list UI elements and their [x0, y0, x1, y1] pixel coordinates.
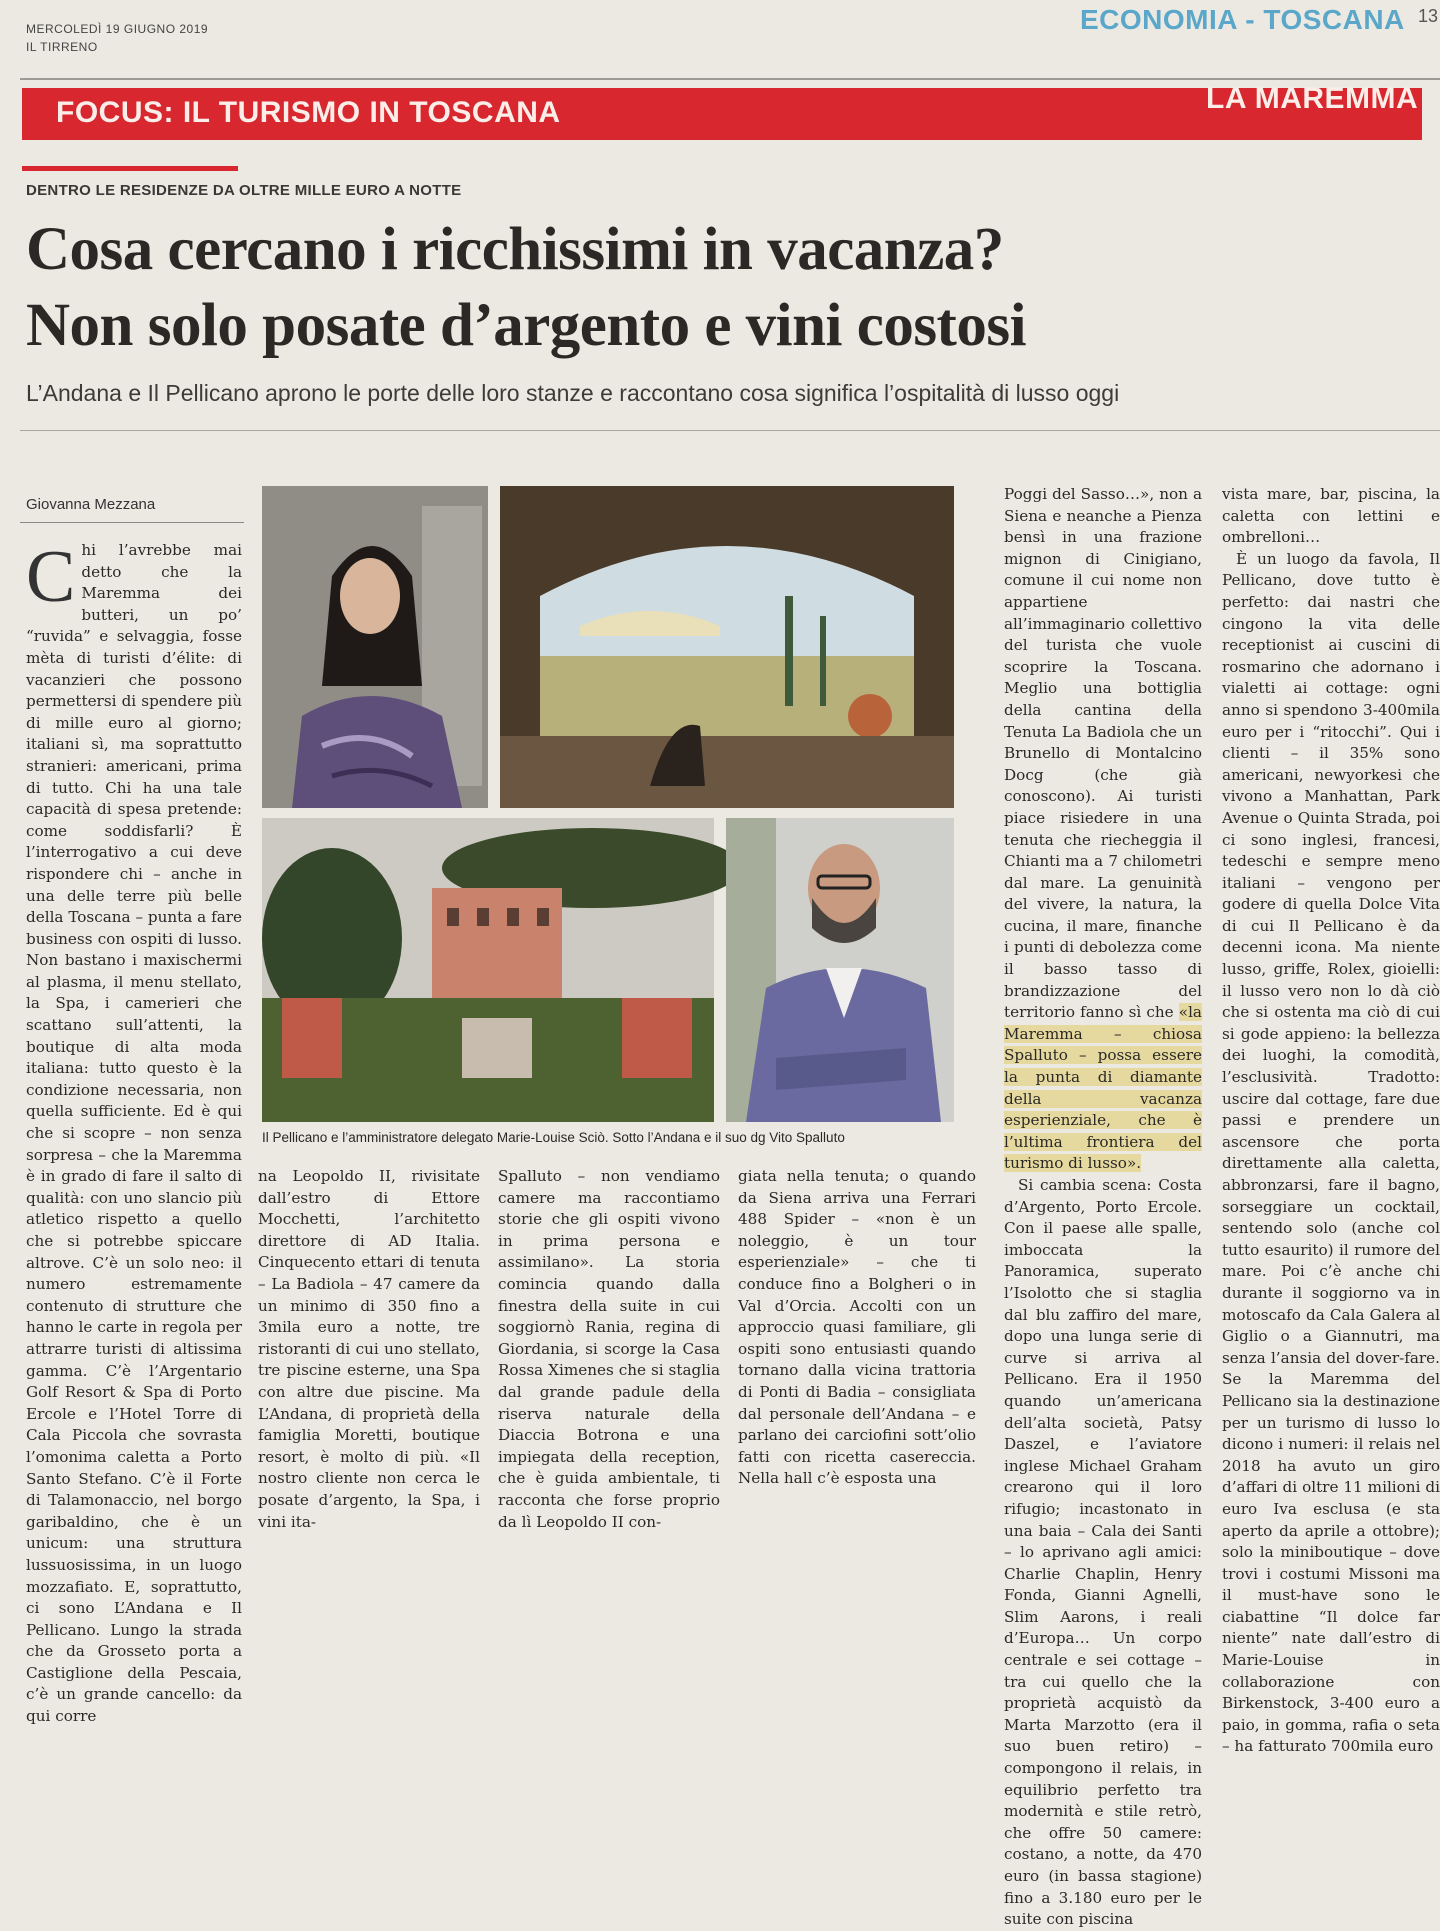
- region-label: LA MAREMMA: [1206, 82, 1419, 115]
- issue-date: MERCOLEDÌ 19 GIUGNO 2019: [26, 22, 209, 36]
- villa-illustration: [262, 818, 714, 1122]
- column-2-highlight: «la Maremma – chiosa Spalluto – possa essere la punta di diamante della vacanza esperienziale, che è l’ultima frontiera del turismo di lusso».: [1004, 1003, 1202, 1173]
- photo-marie-louise-scio: [262, 486, 488, 808]
- article-column-a: [258, 1166, 480, 1531]
- article-column-b: [498, 1166, 720, 1531]
- headline-line-1: Cosa cercano i ricchissimi in vacanza?: [26, 216, 1004, 283]
- article-subtitle: L’Andana e Il Pellicano aprono le porte delle loro stanze e raccontano cosa significa l’ospitalità di lusso oggi: [26, 380, 1120, 406]
- photo-pellicano-terrace: [500, 486, 954, 808]
- column-c-text: giata nella tenuta; o quando da Siena arriva una Ferrari 488 Spider – «non è un noleggio, è un tour esperienziale» – che ti conduce fino a Bolgheri o in Val d’Orcia. Accolti con un approccio quasi familiare, gli ospiti sono entusiasti quando tornano dalla vicina trattoria di Ponti di Badia – consigliata dal personale dell’Andana – e parlano dei carciofini sott’olio fatti con ricetta casereccia. Nella hall c’è esposta una: [738, 1167, 976, 1488]
- article-column-2: [1004, 484, 1202, 1929]
- page-number: 13: [1418, 6, 1439, 26]
- article-column-3: [1222, 484, 1440, 1756]
- article-column-c: [738, 1166, 976, 1488]
- article-column-1: [26, 536, 242, 1726]
- header-rule: [20, 78, 1440, 80]
- column-3-paragraph-2: È un luogo da favola, Il Pellicano, dove tutto è perfetto: dai nastri che cingono la vita delle receptionist ai cuscini di rosmarino che adornano i vialetti ai cottage: ogni anno si spendono 3-400mila euro per i “ritocchi”. Qui i clienti – il 35% sono americani, newyorkesi che vivono a Manhattan, Park Avenue o Quinta Strada, poi ci sono inglesi, francesi, tedeschi e sempre meno italiani – vengono per godere di quella Dolce Vita di cui Il Pellicano è da decenni icona. Ma niente lusso, griffe, Rolex, gioielli: il lusso vero non lo dà ciò che si ostenta ma ciò di cui si gode appieno: la bellezza dei luoghi, la comodità, l’esclusività. Tradotto: uscire dal cottage, fare due passi e prendere un ascensore che porta direttamente alla caletta, abbronzarsi, fare il bagno, sorseggiare un cocktail, sentendo solo (anche col tutto esaurito) il rumore del mare. Poi c’è anche chi durante il soggiorno va in motoscafo da Cala Galera al Giglio o a Giannutri, ma senza l’ansia del dover-fare. Se la Maremma del Pellicano sia la destinazione per un turismo di lusso lo dicono i numeri: il relais nel 2018 ha avuto un giro d’affari di oltre 11 milioni di euro Iva esclusa (e sta aperto da aprile a ottobre); solo la miniboutique – dove trovi i costumi Missoni ma il must-have sono le ciabattine “Il dolce far niente” nate dall’estro di Marie-Louise in collaborazione con Birkenstock, 3-400 euro a paio, in gomma, rafia o seta – ha fatturato 700mila euro: [1222, 549, 1440, 1756]
- portrait-woman-illustration: [262, 486, 488, 808]
- author-rule: [20, 522, 244, 523]
- author-byline: Giovanna Mezzana: [26, 496, 156, 513]
- focus-label: FOCUS: IL TURISMO IN TOSCANA: [56, 96, 561, 129]
- subtitle-rule: [20, 430, 1440, 431]
- column-3-paragraph-1: vista mare, bar, piscina, la caletta con lettini e ombrelloni…: [1222, 485, 1440, 547]
- photo-andana-villa: [262, 818, 714, 1122]
- drop-cap: C: [26, 536, 76, 618]
- terrace-arch-illustration: [500, 486, 954, 808]
- photo-caption: Il Pellicano e l’amministratore delegato Marie-Louise Sciò. Sotto l’Andana e il suo dg Vito Spalluto: [262, 1130, 845, 1145]
- kicker-accent-rule: [22, 166, 238, 171]
- headline-line-2: Non solo posate d’argento e vini costosi: [26, 292, 1027, 359]
- column-2-paragraph-2: Si cambia scena: Costa d’Argento, Porto Ercole. Con il paese alle spalle, imboccata la Panoramica, superato l’Isolotto che si staglia dal blu zaffiro del mare, dopo una lunga serie di curve si arriva al Pellicano. Era il 1950 quando un’americana dell’alta società, Patsy Daszel, e l’aviatore inglese Michael Graham crearono qui il loro rifugio; incastonato in una baia – Cala dei Santi – lo aprivano agli amici: Charlie Chaplin, Henry Fonda, Gianni Agnelli, Slim Aarons, i reali d’Europa… Un corpo centrale e sei cottage – tra cui quello che la proprietà acquistò da Marta Marzotto (era il suo buen retiro) – compongono il relais, in equilibrio perfetto tra modernità e stile retrò, che offre 50 camere: costano, a notte, da 470 euro (in bassa stagione) fino a 3.180 euro per le suite con piscina: [1004, 1176, 1202, 1929]
- column-2-text: Poggi del Sasso…», non a Siena e neanche a Pienza bensì in una frazione mignon di Cinigiano, comune il cui nome non appartiene all’immaginario collettivo del turista che vuole scoprire la Toscana. Meglio una bottiglia della cantina della Tenuta La Badiola che un Brunello di Montalcino Docg (che già conoscono). Ai turisti piace risiedere in una tenuta che riecheggia il Chianti ma a 7 chilometri dal mare. La genuinità del vivere, la natura, la cucina, il mare, finanche i punti di debolezza come il basso tasso di brandizzazione del territorio fanno sì che: [1004, 485, 1202, 1022]
- column-1-text: hi l’avrebbe mai detto che la Maremma dei butteri, un po’ “ruvida” e selvaggia, fosse mèta di turisti d’élite: di vacanzieri che possono permettersi di spendere più di mille euro al giorno; italiani sì, ma soprattutto stranieri: americani, prima di tutto. Chi ha una tale capacità di spesa pretende: come soddisfarli? È l’interrogativo a cui deve rispondere chi – anche in una delle terre più belle della Toscana – punta a fare business con ospiti di lusso. Non bastano i maxischermi al plasma, il menu stellato, la Spa, i camerieri che scattano sull’attenti, la boutique di alta moda italiana: tutto questo è la condizione necessaria, non quella sufficiente. Ed è qui che si scopre – non senza sorpresa – che la Maremma è in grado di fare il salto di qualità: con uno slancio più atletico rispetto a quello che si potrebbe spiccare altrove. C’è un solo neo: il numero estremamente contenuto di strutture che hanno le carte in regola per attrarre turisti di altissima gamma. C’è l’Argentario Golf Resort & Spa di Porto Ercole e l’Hotel Torre di Cala Piccola che sovrasta l’omonima caletta a Porto Santo Stefano. C’è il Forte di Talamonaccio, nel borgo garibaldino, che è un unicum: una struttura lussuosissima, in un luogo mozzafiato. E, soprattutto, ci sono L’Andana e Il Pellicano. Lungo la strada che da Grosseto porta a Castiglione della Pescaia, c’è un grande cancello: da qui corre: [26, 541, 242, 1726]
- newspaper-name: IL TIRRENO: [26, 40, 98, 54]
- column-b-text: Spalluto – non vendiamo camere ma raccontiamo storie che gli ospiti vivono in prima persona e assimilano». La storia comincia quando dalla finestra della suite in cui soggiornò Rania, regina di Giordania, si scorge la Casa Rossa Ximenes che si staglia dal grande padule della riserva naturale della Diaccia Botrona e una impiegata della reception, che è guida ambientale, ti racconta che forse proprio da lì Leopoldo II con-: [498, 1167, 720, 1531]
- portrait-man-illustration: [726, 818, 954, 1122]
- article-kicker: DENTRO LE RESIDENZE DA OLTRE MILLE EURO A NOTTE: [26, 182, 462, 199]
- section-title: ECONOMIA - TOSCANA: [1080, 4, 1405, 35]
- photo-vito-spalluto: [726, 818, 954, 1122]
- column-a-text: na Leopoldo II, rivisitate dall’estro di Ettore Mocchetti, l’architetto direttore di AD Italia. Cinquecento ettari di tenuta – La Badiola – 47 camere da un minimo di 350 fino a 3mila euro a notte, tre ristoranti di cui uno stellato, tre piscine esterne, una Spa con altre due piscine. Ma L’Andana, di proprietà della famiglia Moretti, boutique resort, è molto di più. «Il nostro cliente non cerca le posate d’argento, la Spa, i vini ita-: [258, 1167, 480, 1531]
